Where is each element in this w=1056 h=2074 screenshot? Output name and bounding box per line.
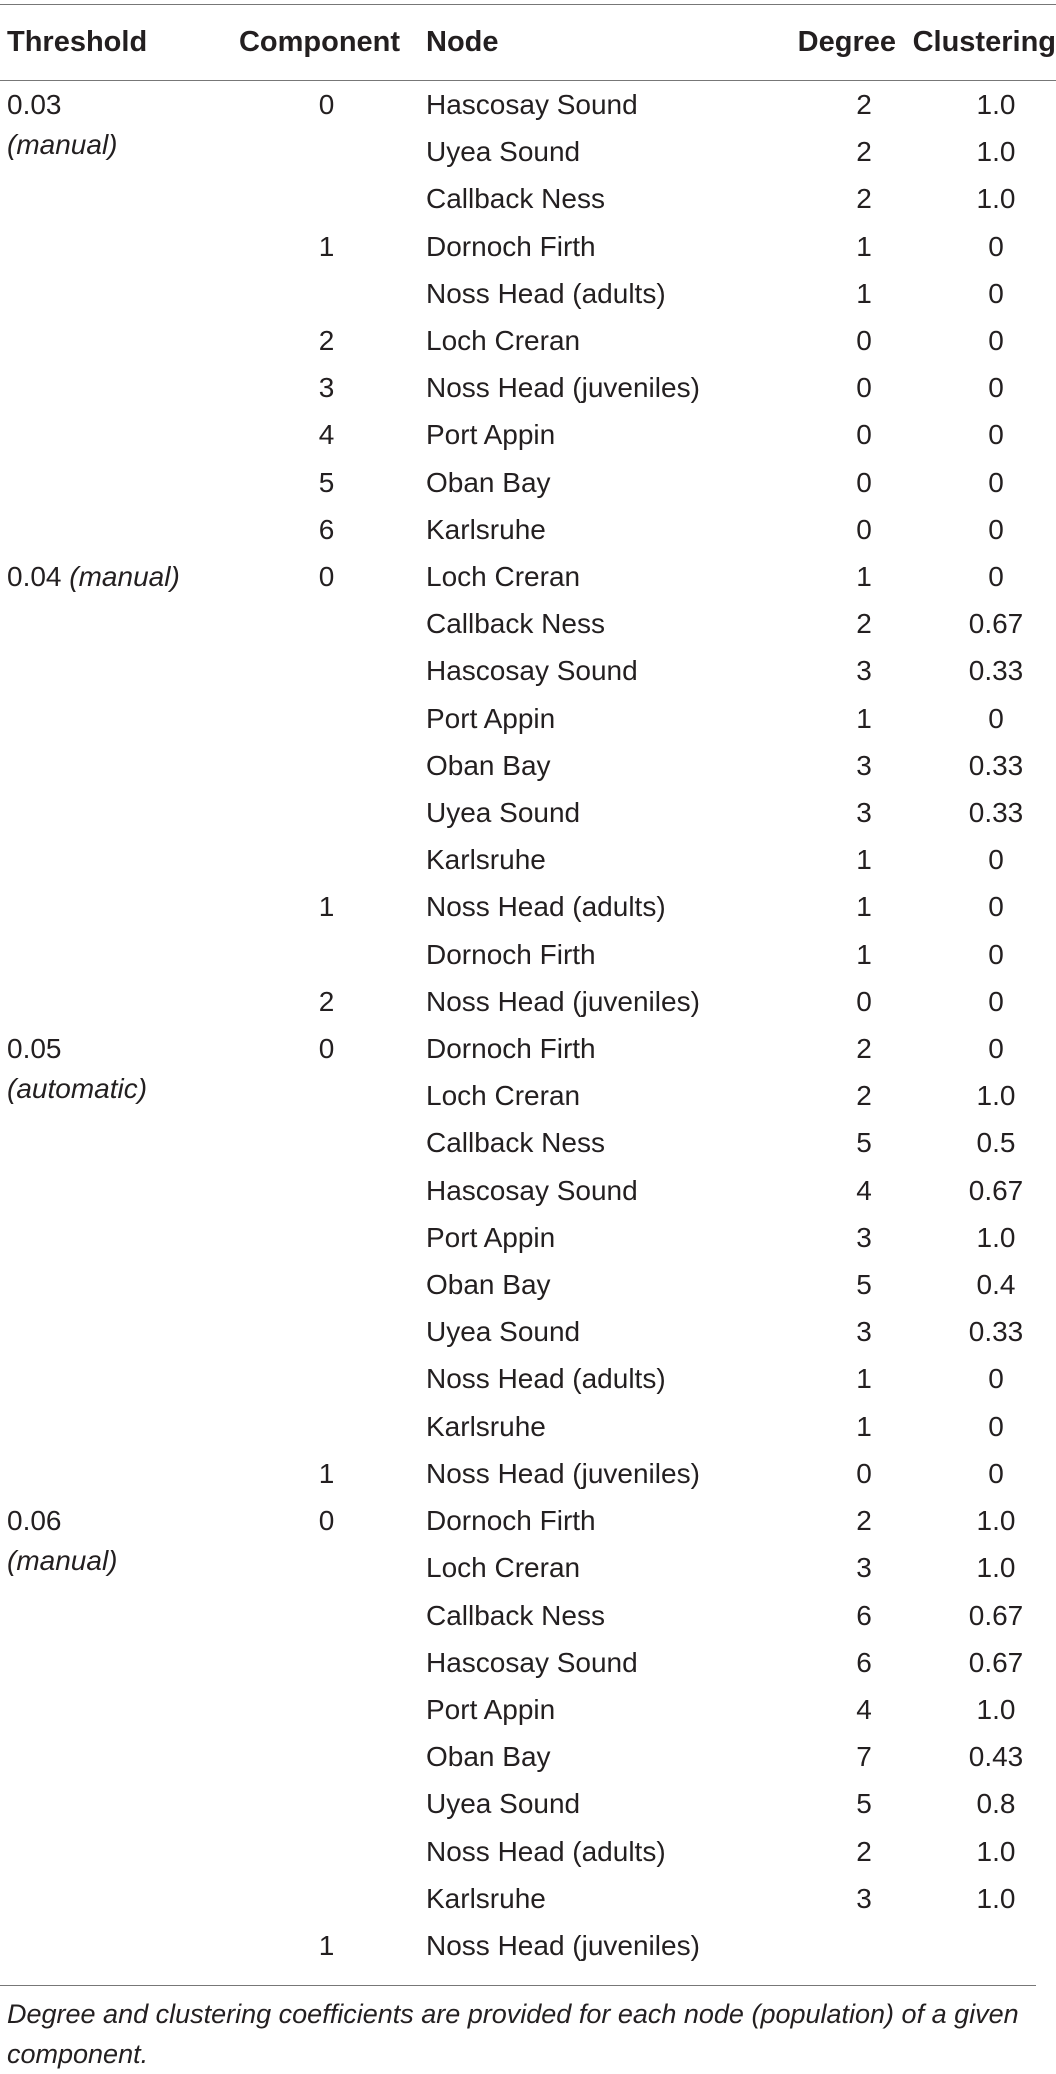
degree-cell: 2 xyxy=(856,1080,872,1112)
clustering-cell: 0 xyxy=(988,1457,1004,1489)
clustering-cell: 0 xyxy=(988,1410,1004,1442)
clustering-cell: 0 xyxy=(988,230,1004,262)
component-cell xyxy=(227,1544,426,1591)
threshold-value: 0.03 xyxy=(7,89,62,120)
degree-cell: 0 xyxy=(856,325,872,357)
degree-cell: 0 xyxy=(856,466,872,498)
clustering-cell: 0.67 xyxy=(968,1174,1024,1206)
component-cell xyxy=(227,836,426,883)
degree-cell: 6 xyxy=(856,1646,872,1678)
clustering-cell: 0.43 xyxy=(968,1741,1024,1773)
component-cell: 1 xyxy=(318,891,335,923)
node-cell: Port Appin xyxy=(426,1693,556,1725)
clustering-cell: 1.0 xyxy=(976,89,1016,120)
clustering-cell: 0 xyxy=(988,277,1004,309)
degree-cell: 2 xyxy=(856,89,872,120)
degree-cell: 2 xyxy=(856,1505,872,1537)
clustering-cell: 0 xyxy=(988,419,1004,451)
node-cell: Callback Ness xyxy=(426,183,605,215)
component-cell xyxy=(227,1639,426,1686)
component-cell: 1 xyxy=(318,230,335,262)
header-row xyxy=(0,5,1056,81)
clustering-cell: 0.5 xyxy=(976,1127,1016,1159)
degree-cell: 7 xyxy=(856,1741,872,1773)
table-body xyxy=(0,81,1056,1970)
clustering-cell: 0.67 xyxy=(968,608,1024,640)
degree-cell: 2 xyxy=(856,136,872,168)
threshold-mode-note: (automatic) xyxy=(7,1073,148,1105)
component-cell: 0 xyxy=(318,561,335,593)
degree-cell: 1 xyxy=(856,938,872,970)
node-cell: Karlsruhe xyxy=(426,844,546,876)
clustering-cell: 0 xyxy=(988,1033,1004,1065)
clustering-cell xyxy=(896,1922,1056,1969)
degree-cell: 1 xyxy=(856,1363,872,1395)
degree-cell: 1 xyxy=(856,844,872,876)
component-cell xyxy=(227,647,426,694)
network-statistics-table-container xyxy=(0,4,1056,1969)
clustering-cell: 0.67 xyxy=(968,1599,1024,1631)
component-cell: 0 xyxy=(318,1033,335,1065)
node-cell: Karlsruhe xyxy=(426,1882,546,1914)
node-cell: Oban Bay xyxy=(426,1269,551,1301)
node-cell: Oban Bay xyxy=(426,1741,551,1773)
node-cell: Noss Head (juveniles) xyxy=(426,372,700,404)
clustering-cell: 0 xyxy=(988,561,1004,593)
clustering-cell: 0.33 xyxy=(968,797,1024,829)
degree-cell: 1 xyxy=(856,230,872,262)
table-row xyxy=(0,1025,1056,1072)
clustering-cell: 1.0 xyxy=(976,1693,1016,1725)
component-cell: 3 xyxy=(318,372,335,404)
clustering-cell: 0 xyxy=(988,513,1004,545)
degree-cell: 0 xyxy=(856,513,872,545)
component-cell xyxy=(227,1308,426,1355)
degree-cell: 1 xyxy=(856,277,872,309)
clustering-cell: 0.33 xyxy=(968,655,1024,687)
table-row xyxy=(0,1497,1056,1544)
clustering-cell: 1.0 xyxy=(976,1552,1016,1584)
node-cell: Loch Creran xyxy=(426,1080,581,1112)
node-cell: Loch Creran xyxy=(426,1552,581,1584)
clustering-cell: 1.0 xyxy=(976,1221,1016,1253)
node-cell: Hascosay Sound xyxy=(426,655,638,687)
table-row xyxy=(0,553,1056,600)
degree-cell: 3 xyxy=(856,1316,872,1348)
degree-cell: 3 xyxy=(856,1882,872,1914)
node-cell: Dornoch Firth xyxy=(426,938,596,970)
component-cell: 5 xyxy=(318,466,335,498)
degree-cell: 0 xyxy=(856,985,872,1017)
degree-cell: 3 xyxy=(856,797,872,829)
threshold-cell xyxy=(0,1497,227,1969)
component-cell: 4 xyxy=(318,419,335,451)
component-cell xyxy=(227,789,426,836)
clustering-cell: 1.0 xyxy=(976,1882,1016,1914)
header-component: Component xyxy=(227,5,426,81)
degree-cell: 2 xyxy=(856,608,872,640)
clustering-cell: 1.0 xyxy=(976,1080,1016,1112)
node-cell: Hascosay Sound xyxy=(426,1174,638,1206)
degree-cell: 6 xyxy=(856,1599,872,1631)
component-cell xyxy=(227,1592,426,1639)
degree-cell: 1 xyxy=(856,891,872,923)
header-clustering: Clustering xyxy=(896,5,1056,81)
table-footnote: Degree and clustering coefficients are provided for each node (population) of a given component. xyxy=(0,1985,1036,2074)
threshold-value: 0.06 xyxy=(7,1505,62,1537)
degree-cell: 5 xyxy=(856,1788,872,1820)
clustering-cell: 1.0 xyxy=(976,183,1016,215)
clustering-cell: 0.33 xyxy=(968,1316,1024,1348)
degree-cell: 3 xyxy=(856,655,872,687)
node-cell: Hascosay Sound xyxy=(426,1646,638,1678)
component-cell xyxy=(227,1167,426,1214)
clustering-cell: 0 xyxy=(988,466,1004,498)
component-cell: 0 xyxy=(318,1505,335,1537)
node-cell: Callback Ness xyxy=(426,1127,605,1159)
component-cell: 1 xyxy=(318,1929,335,1961)
threshold-cell xyxy=(0,553,227,1025)
node-cell: Loch Creran xyxy=(426,561,581,593)
degree-cell: 1 xyxy=(856,1410,872,1442)
clustering-cell: 1.0 xyxy=(976,1835,1016,1867)
component-cell xyxy=(227,1355,426,1402)
node-cell: Karlsruhe xyxy=(426,513,546,545)
clustering-cell: 0.33 xyxy=(968,749,1024,781)
component-cell xyxy=(227,1119,426,1166)
node-cell: Callback Ness xyxy=(426,608,605,640)
component-cell xyxy=(227,1686,426,1733)
node-cell: Dornoch Firth xyxy=(426,1033,596,1065)
network-statistics-table xyxy=(0,4,1056,1969)
component-cell xyxy=(227,742,426,789)
degree-cell: 5 xyxy=(856,1127,872,1159)
node-cell: Uyea Sound xyxy=(426,1788,581,1820)
component-cell: 6 xyxy=(318,513,335,545)
node-cell: Oban Bay xyxy=(426,749,551,781)
component-cell: 0 xyxy=(318,89,335,120)
degree-cell: 3 xyxy=(856,749,872,781)
node-cell: Loch Creran xyxy=(426,325,581,357)
node-cell: Port Appin xyxy=(426,1221,556,1253)
component-cell: 2 xyxy=(318,325,335,357)
node-cell: Callback Ness xyxy=(426,1599,605,1631)
node-cell: Noss Head (adults) xyxy=(426,1835,666,1867)
node-cell: Karlsruhe xyxy=(426,1410,546,1442)
node-cell: Hascosay Sound xyxy=(426,89,638,120)
threshold-value: 0.05 xyxy=(7,1033,62,1065)
clustering-cell: 0.4 xyxy=(976,1269,1016,1301)
degree-cell xyxy=(776,1922,896,1969)
degree-cell: 0 xyxy=(856,1457,872,1489)
header-threshold: Threshold xyxy=(0,5,227,81)
threshold-cell xyxy=(0,1025,227,1497)
clustering-cell: 0 xyxy=(988,985,1004,1017)
table-row xyxy=(0,81,1056,129)
degree-cell: 3 xyxy=(856,1221,872,1253)
degree-cell: 1 xyxy=(856,702,872,734)
clustering-cell: 0 xyxy=(988,702,1004,734)
node-cell: Noss Head (adults) xyxy=(426,277,666,309)
clustering-cell: 0 xyxy=(988,372,1004,404)
clustering-cell: 0.8 xyxy=(976,1788,1016,1820)
component-cell xyxy=(227,128,426,175)
node-cell: Noss Head (adults) xyxy=(426,891,666,923)
header-degree: Degree xyxy=(776,5,896,81)
component-cell xyxy=(227,1780,426,1827)
node-cell: Noss Head (juveniles) xyxy=(426,985,700,1017)
degree-cell: 4 xyxy=(856,1174,872,1206)
degree-cell: 1 xyxy=(856,561,872,593)
threshold-mode-note: (manual) xyxy=(7,129,118,160)
component-cell xyxy=(227,1403,426,1450)
node-cell: Uyea Sound xyxy=(426,797,581,829)
node-cell: Uyea Sound xyxy=(426,1316,581,1348)
degree-cell: 2 xyxy=(856,1835,872,1867)
component-cell: 2 xyxy=(318,985,335,1017)
threshold-mode-note: (manual) xyxy=(69,561,180,593)
component-cell xyxy=(227,1072,426,1119)
component-cell: 1 xyxy=(318,1457,335,1489)
component-cell xyxy=(227,175,426,222)
node-cell: Port Appin xyxy=(426,419,556,451)
degree-cell: 0 xyxy=(856,419,872,451)
degree-cell: 3 xyxy=(856,1552,872,1584)
threshold-cell xyxy=(0,81,227,554)
component-cell xyxy=(227,695,426,742)
node-cell: Dornoch Firth xyxy=(426,1505,596,1537)
clustering-cell: 1.0 xyxy=(976,136,1016,168)
table-header xyxy=(0,5,1056,81)
node-cell: Port Appin xyxy=(426,702,556,734)
component-cell xyxy=(227,270,426,317)
clustering-cell: 0 xyxy=(988,938,1004,970)
node-cell: Noss Head (adults) xyxy=(426,1363,666,1395)
clustering-cell: 0 xyxy=(988,1363,1004,1395)
node-cell: Dornoch Firth xyxy=(426,230,596,262)
degree-cell: 0 xyxy=(856,372,872,404)
component-cell xyxy=(227,931,426,978)
component-cell xyxy=(227,600,426,647)
node-cell: Uyea Sound xyxy=(426,136,581,168)
clustering-cell: 1.0 xyxy=(976,1505,1016,1537)
clustering-cell: 0.67 xyxy=(968,1646,1024,1678)
component-cell xyxy=(227,1828,426,1875)
header-node: Node xyxy=(426,5,776,81)
clustering-cell: 0 xyxy=(988,844,1004,876)
component-cell xyxy=(227,1214,426,1261)
clustering-cell: 0 xyxy=(988,325,1004,357)
threshold-mode-note: (manual) xyxy=(7,1545,118,1577)
degree-cell: 2 xyxy=(856,1033,872,1065)
clustering-cell: 0 xyxy=(988,891,1004,923)
node-cell: Oban Bay xyxy=(426,466,551,498)
node-cell: Noss Head (juveniles) xyxy=(426,1929,700,1961)
degree-cell: 5 xyxy=(856,1269,872,1301)
degree-cell: 4 xyxy=(856,1693,872,1725)
component-cell xyxy=(227,1261,426,1308)
component-cell xyxy=(227,1733,426,1780)
component-cell xyxy=(227,1875,426,1922)
node-cell: Noss Head (juveniles) xyxy=(426,1457,700,1489)
threshold-value: 0.04 xyxy=(7,561,62,593)
degree-cell: 2 xyxy=(856,183,872,215)
